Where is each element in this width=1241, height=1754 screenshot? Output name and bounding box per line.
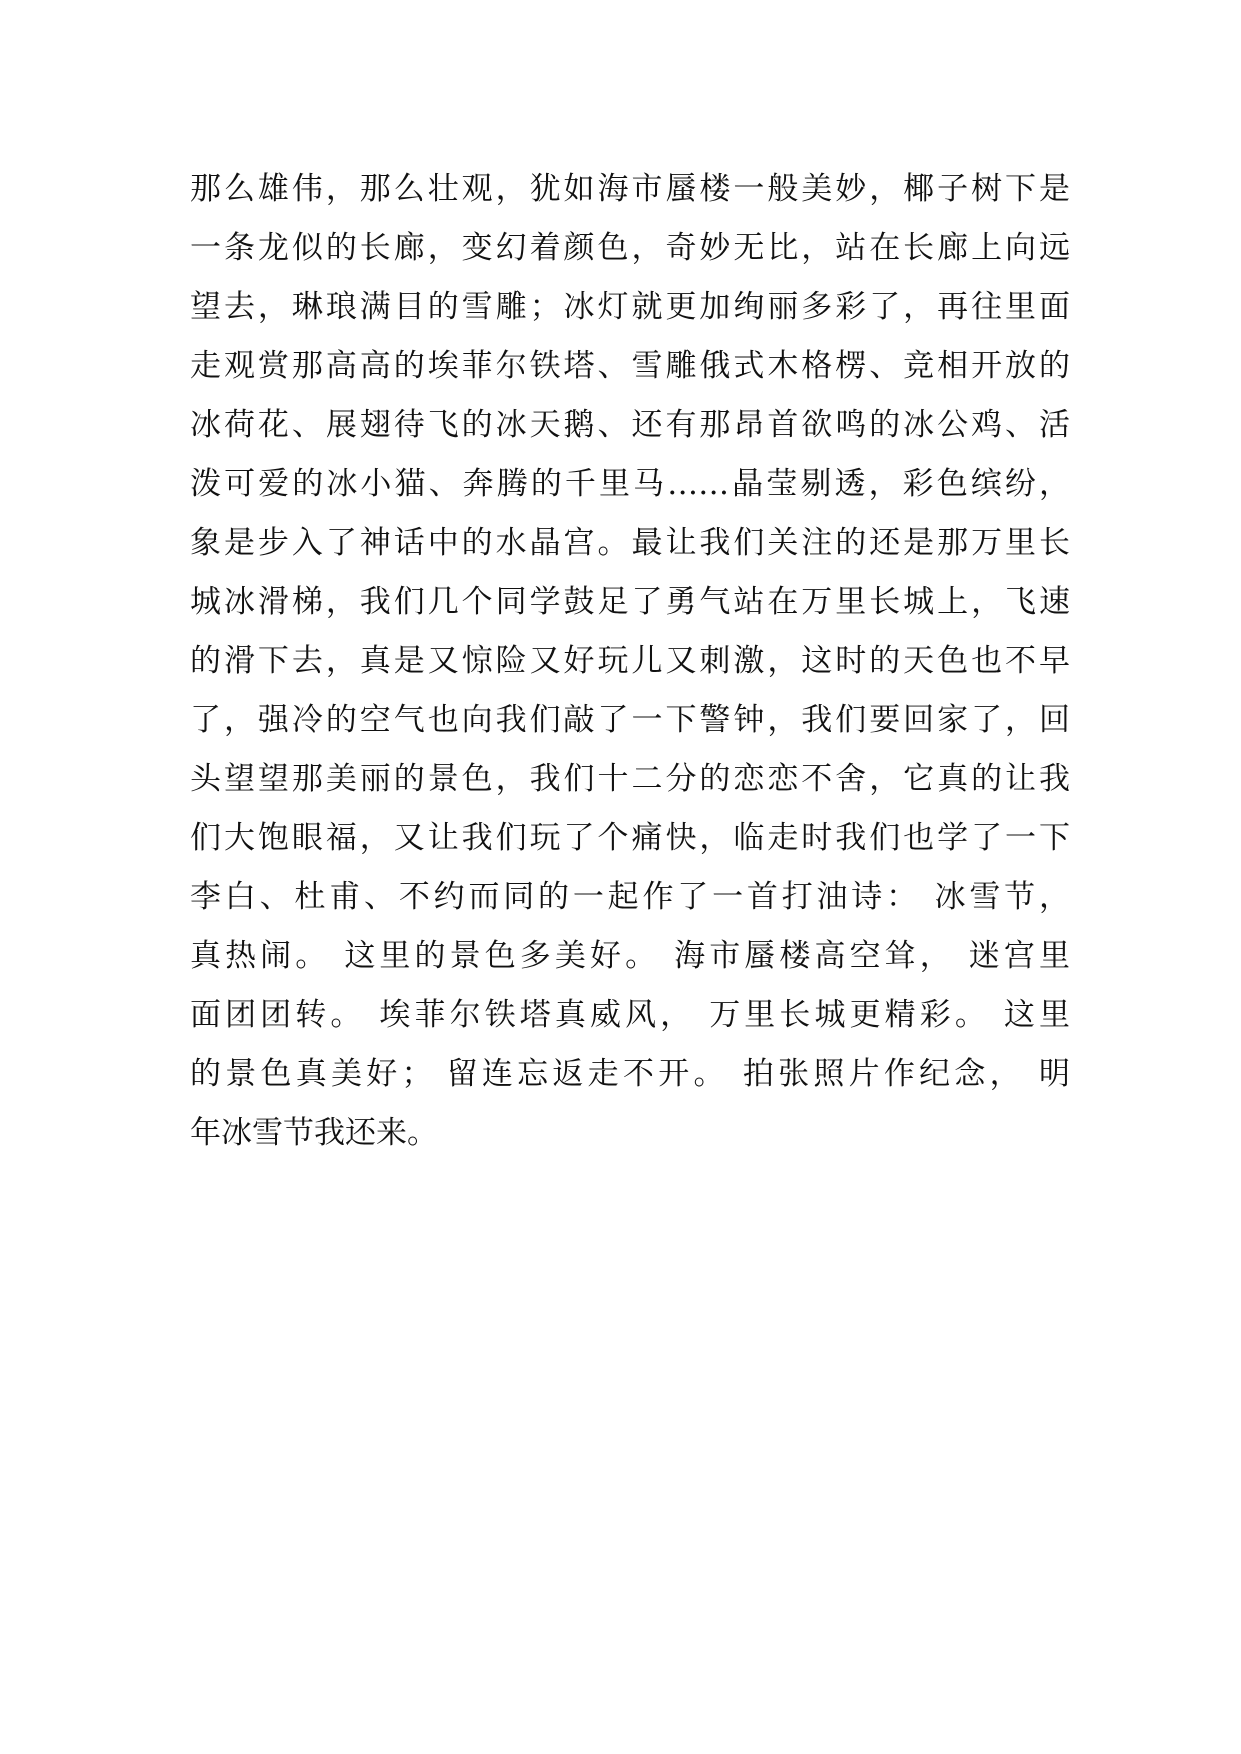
text-line-3: 望去，琳琅满目的雪雕；冰灯就更加绚丽多彩了，再往里面 [190, 289, 1070, 325]
text-line-6: 泼可爱的冰小猫、奔腾的千里马……晶莹剔透，彩色缤纷， [190, 466, 1070, 502]
text-line-10: 了，强冷的空气也向我们敲了一下警钟，我们要回家了，回 [190, 702, 1070, 738]
text-line-13: 李白、杜甫、不约而同的一起作了一首打油诗： 冰雪节， [190, 879, 1070, 915]
text-line-8: 城冰滑梯，我们几个同学鼓足了勇气站在万里长城上，飞速 [190, 584, 1070, 620]
text-line-17: 年冰雪节我还来。 [190, 1115, 438, 1151]
text-line-1: 那么雄伟，那么壮观，犹如海市蜃楼一般美妙，椰子树下是 [190, 171, 1070, 207]
text-line-7: 象是步入了神话中的水晶宫。最让我们关注的还是那万里长 [190, 525, 1070, 561]
text-line-5: 冰荷花、展翅待飞的冰天鹅、还有那昂首欲鸣的冰公鸡、活 [190, 407, 1070, 443]
text-line-16: 的景色真美好； 留连忘返走不开。 拍张照片作纪念， 明 [190, 1056, 1070, 1092]
text-line-14: 真热闹。 这里的景色多美好。 海市蜃楼高空耸， 迷宫里 [190, 938, 1070, 974]
text-line-9: 的滑下去，真是又惊险又好玩儿又刺激，这时的天色也不早 [190, 643, 1070, 679]
body-text [190, 160, 1070, 1163]
text-line-2: 一条龙似的长廊，变幻着颜色，奇妙无比，站在长廊上向远 [190, 230, 1070, 266]
text-line-11: 头望望那美丽的景色，我们十二分的恋恋不舍，它真的让我 [190, 761, 1070, 797]
text-line-15: 面团团转。 埃菲尔铁塔真威风， 万里长城更精彩。 这里 [190, 997, 1070, 1033]
text-line-12: 们大饱眼福，又让我们玩了个痛快，临走时我们也学了一下 [190, 820, 1070, 856]
text-line-4: 走观赏那高高的埃菲尔铁塔、雪雕俄式木格楞、竞相开放的 [190, 348, 1070, 384]
